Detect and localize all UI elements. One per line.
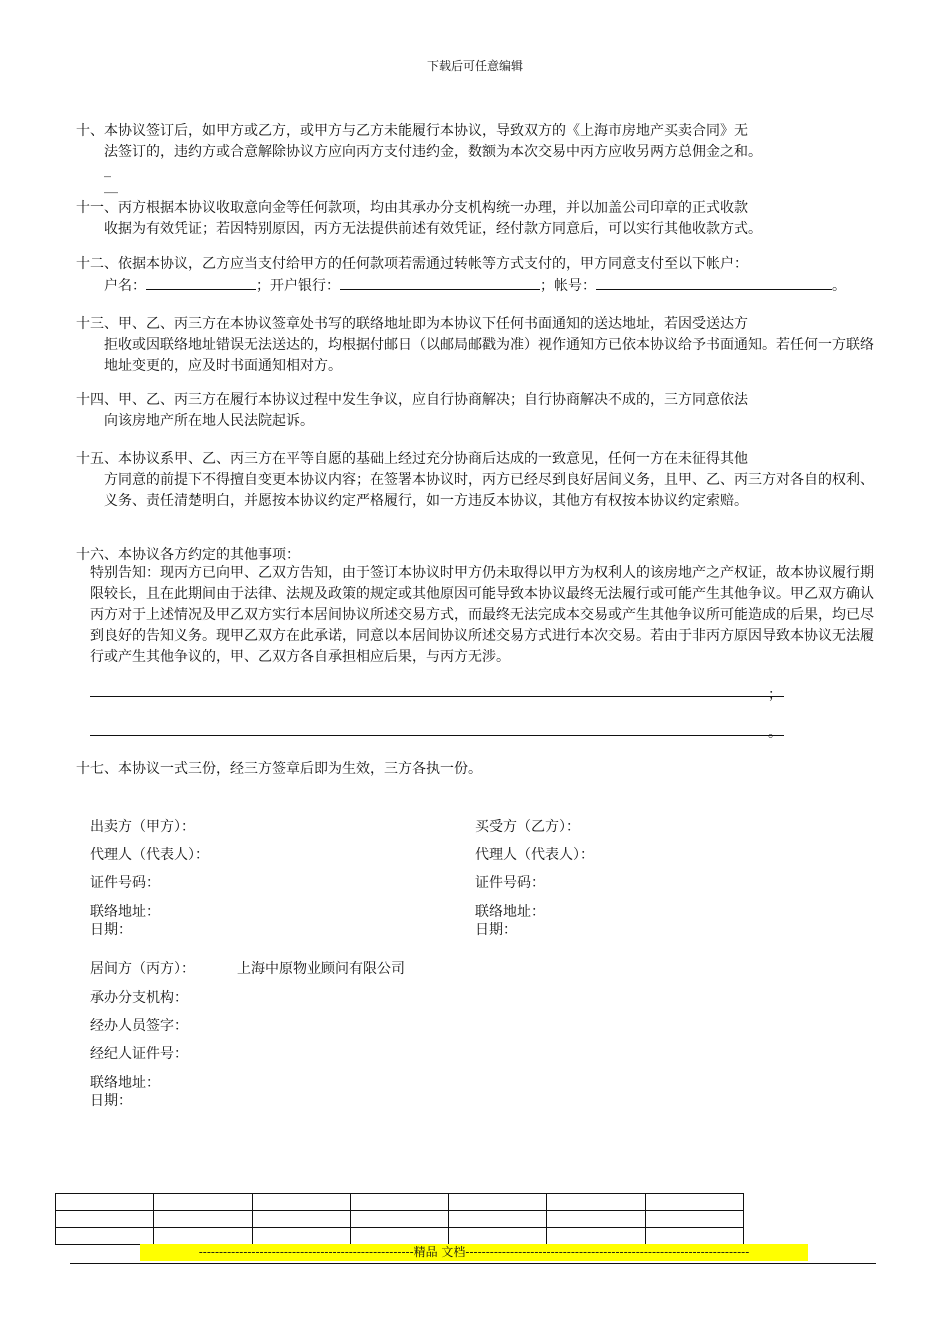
table-cell (547, 1211, 645, 1228)
seller-date: 日期： (90, 922, 132, 938)
table-row (56, 1228, 744, 1245)
other-terms-mark-2: 。 (768, 725, 782, 741)
buyer-agent: 代理人（代表人）： (475, 847, 594, 863)
table-cell (350, 1211, 448, 1228)
table-cell (547, 1194, 645, 1211)
buyer-date: 日期： (475, 922, 517, 938)
clause-14 (76, 390, 876, 432)
table-cell (350, 1228, 448, 1245)
broker-company: 上海中原物业顾问有限公司 (237, 961, 405, 977)
broker-id: 经纪人证件号： (90, 1046, 188, 1062)
table-cell (56, 1228, 154, 1245)
other-terms-mark-1: ； (768, 687, 782, 703)
clause-14-line1: 十四、甲、乙、丙三方在履行本协议过程中发生争议，应自行协商解决；自行协商解决不成的，三方同意依法 (76, 392, 748, 408)
table-cell (449, 1194, 547, 1211)
clause-15-line1: 十五、本协议系甲、乙、丙三方在平等自愿的基础上经过充分协商后达成的一致意见，任何一方在未征得其他 (76, 451, 748, 467)
broker-title: 居间方（丙方）： (90, 961, 195, 977)
bottom-divider (70, 1263, 876, 1264)
buyer-id: 证件号码： (475, 875, 545, 891)
seller-agent: 代理人（代表人）： (90, 847, 209, 863)
buyer-address: 联络地址： (475, 904, 545, 920)
table-cell (154, 1211, 252, 1228)
clause-13-line1: 十三、甲、乙、丙三方在本协议签章处书写的联络地址即为本协议下任何书面通知的送达地址，若因受送达方 (76, 316, 748, 332)
clause-10-dash-1: _ (104, 162, 111, 178)
seller-title: 出卖方（甲方）： (90, 819, 195, 835)
table-cell (252, 1211, 350, 1228)
clause-12-line1: 十二、依据本协议，乙方应当支付给甲方的任何款项若需通过转帐等方式支付的，甲方同意支付至以下帐户： (76, 256, 748, 272)
table-cell (56, 1211, 154, 1228)
account-number-label: ；帐号： (540, 278, 596, 294)
table-cell (547, 1228, 645, 1245)
clause-12 (76, 254, 876, 275)
table-row (56, 1211, 744, 1228)
clause-10-dash-2: __ (104, 178, 118, 194)
clause-11-line1: 十一、丙方根据本协议收取意向金等任何款项，均由其承办分支机构统一办理，并以加盖公司印章的正式收款 (76, 200, 748, 216)
footer-banner: -----------------------------------------------------精品 文档---------------------------------------------------------------------- (140, 1244, 808, 1261)
other-terms-line-1[interactable] (90, 696, 784, 697)
clause-17-line1: 十七、本协议一式三份，经三方签章后即为生效，三方各执一份。 (76, 761, 482, 777)
broker-handler: 经办人员签字： (90, 1018, 188, 1034)
account-name-blank[interactable] (146, 275, 256, 290)
footer-table (55, 1193, 744, 1245)
clause-11 (76, 198, 876, 240)
clause-10-line1: 十、本协议签订后，如甲方或乙方，或甲方与乙方未能履行本协议，导致双方的《上海市房地产买卖合同》无 (76, 123, 748, 139)
special-notice: 特别告知：现丙方已向甲、乙双方告知，由于签订本协议时甲方仍未取得以甲方为权利人的该房地产之产权证，故本协议履行期限较长，且在此期间由于法律、法规及政策的规定或其他原因可能导致本协议最终无法履行或可能产生其他争议。甲乙双方确认丙方对于上述情况及甲乙双方实行本居间协议所述交易方式，而最终无法完成本交易或产生其他争议所可能造成的后果，均已尽到良好的告知义务。现甲乙双方在此承诺，同意以本居间协议所述交易方式进行本次交易。若由于非丙方原因导致本协议无法履行或产生其他争议的，甲、乙双方各自承担相应后果，与丙方无涉。 (90, 565, 874, 665)
account-name-label: 户名： (104, 278, 146, 294)
account-line (104, 275, 846, 296)
account-number-blank[interactable] (596, 275, 832, 290)
broker-branch: 承办分支机构： (90, 990, 188, 1006)
broker-date: 日期： (90, 1093, 132, 1109)
table-cell (56, 1194, 154, 1211)
table-cell (449, 1211, 547, 1228)
bank-label: ；开户银行： (256, 278, 340, 294)
seller-id: 证件号码： (90, 875, 160, 891)
clause-10 (76, 121, 876, 163)
other-terms-line-2[interactable] (90, 735, 784, 736)
table-cell (645, 1194, 743, 1211)
clause-13-rest: 拒收或因联络地址错误无法送达的，均根据付邮日（以邮局邮戳为准）视作通知方已依本协议给予书面通知。若任何一方联络地址变更的，应及时书面通知相对方。 (104, 337, 874, 374)
broker-address: 联络地址： (90, 1075, 160, 1091)
table-cell (645, 1211, 743, 1228)
header-note: 下载后可任意编辑 (426, 59, 523, 73)
clause-10-rest: 法签订的，违约方或合意解除协议方应向丙方支付违约金，数额为本次交易中丙方应收另两方总佣金之和。 (104, 144, 762, 160)
buyer-title: 买受方（乙方）： (475, 819, 580, 835)
seller-address: 联络地址： (90, 904, 160, 920)
account-end-mark: 。 (832, 278, 846, 294)
table-cell (154, 1194, 252, 1211)
table-cell (350, 1194, 448, 1211)
clause-14-rest: 向该房地产所在地人民法院起诉。 (104, 413, 314, 429)
table-cell (449, 1228, 547, 1245)
clause-15 (76, 449, 876, 512)
clause-11-rest: 收据为有效凭证；若因特别原因，丙方无法提供前述有效凭证，经付款方同意后，可以实行其他收款方式。 (104, 221, 762, 237)
table-cell (252, 1194, 350, 1211)
clause-17 (76, 759, 876, 780)
table-cell (252, 1228, 350, 1245)
clause-15-rest: 方同意的前提下不得擅自变更本协议内容；在签署本协议时，丙方已经尽到良好居间义务，且甲、乙、丙三方对各自的权利、义务、责任清楚明白，并愿按本协议约定严格履行，如一方违反本协议，其他方有权按本协议约定索赔。 (104, 472, 874, 509)
clause-16-line1: 十六、本协议各方约定的其他事项： (76, 547, 300, 563)
clause-13 (76, 314, 876, 377)
table-row (56, 1194, 744, 1211)
table-cell (154, 1228, 252, 1245)
table-cell (645, 1228, 743, 1245)
bank-blank[interactable] (340, 275, 540, 290)
